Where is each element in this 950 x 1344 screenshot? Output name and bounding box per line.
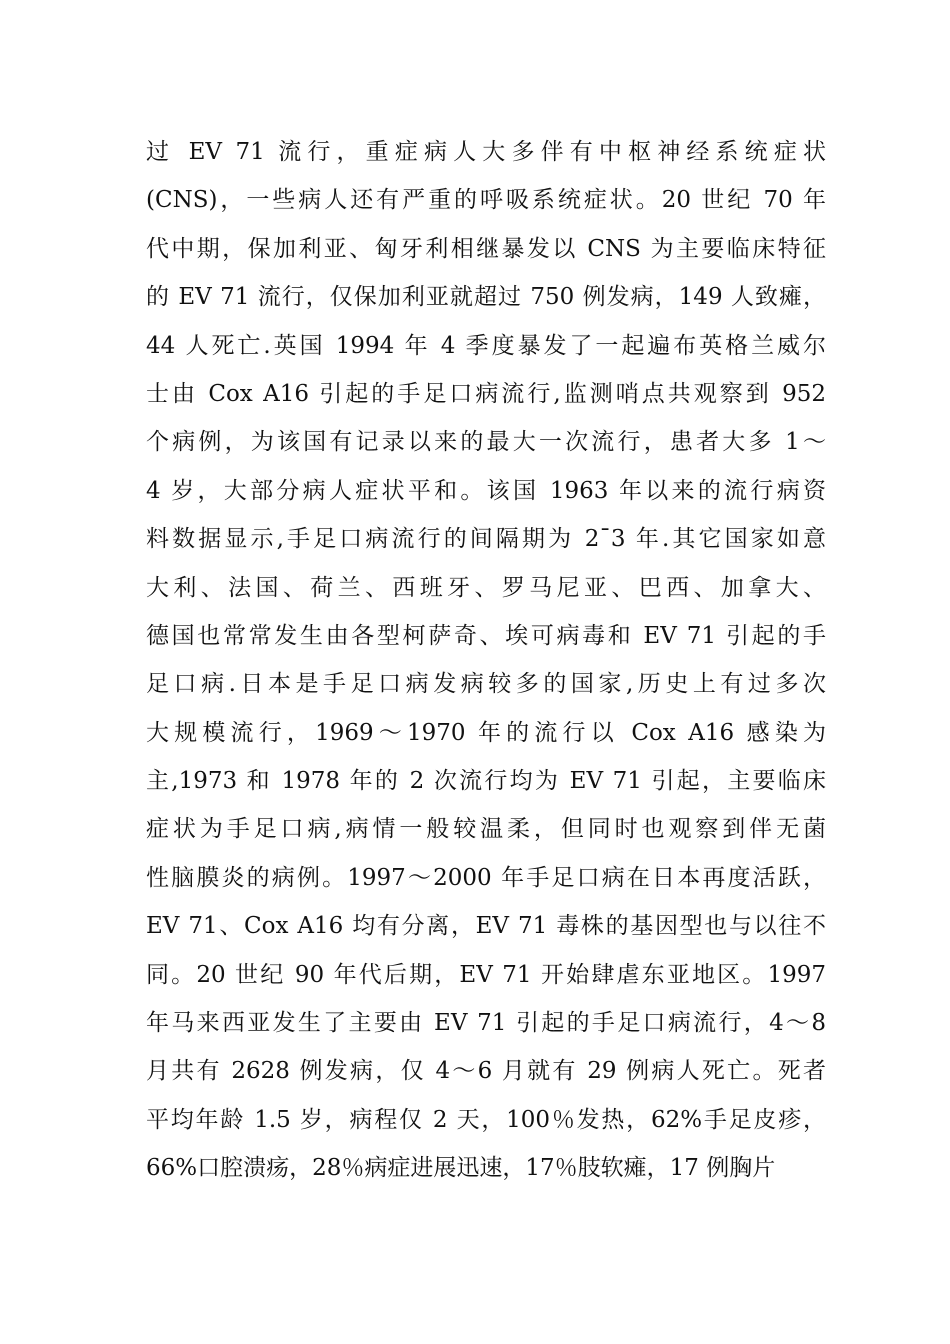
text-line: 代中期，保加利亚、匈牙利相继暴发以 CNS 为主要临床特征	[146, 235, 826, 262]
text-line: 4 岁，大部分病人症状平和。该国 1963 年以来的流行病资	[146, 477, 826, 504]
text-line: 性脑膜炎的病例。1997～2000 年手足口病在日本再度活跃，	[146, 864, 826, 891]
body-paragraph	[146, 128, 826, 1193]
text-line: 大利、法国、荷兰、西班牙、罗马尼亚、巴西、加拿大、	[146, 574, 826, 601]
text-line: 个病例，为该国有记录以来的最大一次流行，患者大多 1～	[146, 429, 826, 456]
text-line: 足口病.日本是手足口病发病较多的国家,历史上有过多次	[146, 671, 826, 698]
text-line: 症状为手足口病,病情一般较温柔，但同时也观察到伴无菌	[146, 816, 826, 843]
text-line: 66%口腔溃疡，28％病症进展迅速，17％肢软瘫，17 例胸片	[146, 1155, 776, 1182]
text-line: 同。20 世纪 90 年代后期，EV 71 开始肆虐东亚地区。1997	[146, 961, 826, 988]
text-line: 平均年龄 1.5 岁，病程仅 2 天，100％发热，62%手足皮疹，	[146, 1106, 826, 1133]
text-line: 月共有 2628 例发病，仅 4～6 月就有 29 例病人死亡。死者	[146, 1058, 826, 1085]
text-line: 料数据显示,手足口病流行的间隔期为 2¯3 年.其它国家如意	[146, 526, 826, 553]
text-line: 德国也常常发生由各型柯萨奇、埃可病毒和 EV 71 引起的手	[146, 622, 826, 649]
text-line: (CNS)，一些病人还有严重的呼吸系统症状。20 世纪 70 年	[146, 187, 826, 214]
text-line: 过 EV 71 流行，重症病人大多伴有中枢神经系统症状	[146, 139, 826, 165]
text-line: 主,1973 和 1978 年的 2 次流行均为 EV 71 引起，主要临床	[146, 768, 826, 795]
text-line: 年马来西亚发生了主要由 EV 71 引起的手足口病流行，4～8	[146, 1010, 826, 1037]
text-line: 44 人死亡.英国 1994 年 4 季度暴发了一起遍布英格兰威尔	[146, 332, 826, 359]
text-line: 大规模流行，1969～1970 年的流行以 Cox A16 感染为	[146, 719, 826, 746]
text-line: 士由 Cox A16 引起的手足口病流行,监测哨点共观察到 952	[146, 380, 826, 407]
text-line: EV 71、Cox A16 均有分离，EV 71 毒株的基因型也与以往不	[146, 913, 826, 940]
text-line: 的 EV 71 流行，仅保加利亚就超过 750 例发病，149 人致瘫，	[146, 284, 826, 311]
